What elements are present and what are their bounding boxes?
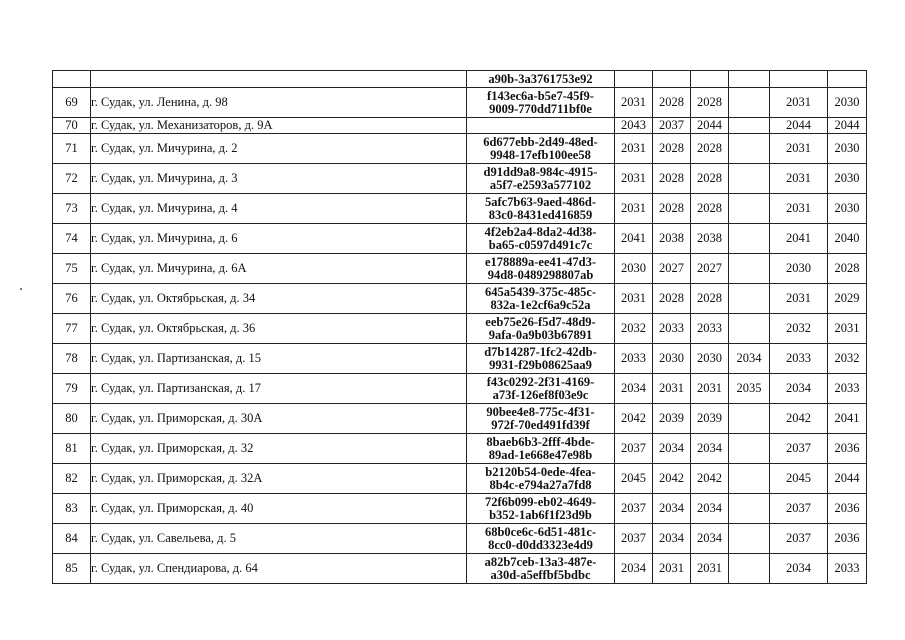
guid-line: 972f-70ed491fd39f bbox=[491, 417, 590, 432]
row-number: 79 bbox=[53, 374, 91, 404]
address-cell: г. Судак, ул. Мичурина, д. 2 bbox=[91, 134, 467, 164]
year-cell-y3: 2031 bbox=[691, 554, 729, 584]
guid-cell bbox=[467, 118, 615, 134]
year-cell-y4 bbox=[729, 134, 770, 164]
guid-cell bbox=[467, 194, 615, 224]
year-cell-y3: 2034 bbox=[691, 524, 729, 554]
table-row bbox=[53, 524, 867, 554]
year-cell-y2: 2028 bbox=[653, 164, 691, 194]
year-cell-y3: 2044 bbox=[691, 118, 729, 134]
year-cell-y5: 2034 bbox=[770, 554, 828, 584]
year-cell-y4 bbox=[729, 118, 770, 134]
guid-line: 8cc0-d0dd3323e4d9 bbox=[488, 537, 593, 552]
table-row bbox=[53, 554, 867, 584]
year-cell-y2: 2028 bbox=[653, 134, 691, 164]
row-number: 72 bbox=[53, 164, 91, 194]
guid-cell bbox=[467, 224, 615, 254]
address-cell: г. Судак, ул. Мичурина, д. 3 bbox=[91, 164, 467, 194]
year-cell-y5: 2037 bbox=[770, 524, 828, 554]
year-cell-y1: 2045 bbox=[615, 464, 653, 494]
guid-cell bbox=[467, 404, 615, 434]
year-cell-y6: 2040 bbox=[828, 224, 867, 254]
year-cell-y6: 2041 bbox=[828, 404, 867, 434]
year-cell-y4 bbox=[729, 164, 770, 194]
year-cell-y6: 2028 bbox=[828, 254, 867, 284]
row-number: 73 bbox=[53, 194, 91, 224]
address-cell bbox=[91, 71, 467, 88]
year-cell-y5: 2037 bbox=[770, 494, 828, 524]
table-row bbox=[53, 254, 867, 284]
year-cell-y2: 2031 bbox=[653, 374, 691, 404]
year-cell-y1: 2031 bbox=[615, 194, 653, 224]
guid-line: 9931-f29b08625aa9 bbox=[489, 357, 592, 372]
year-cell-y5: 2034 bbox=[770, 374, 828, 404]
guid-cell bbox=[467, 434, 615, 464]
table-row bbox=[53, 118, 867, 134]
address-cell: г. Судак, ул. Механизаторов, д. 9А bbox=[91, 118, 467, 134]
year-cell-y4 bbox=[729, 524, 770, 554]
table-row bbox=[53, 194, 867, 224]
year-cell-y6: 2029 bbox=[828, 284, 867, 314]
year-cell-y4 bbox=[729, 404, 770, 434]
guid-cell bbox=[467, 164, 615, 194]
year-cell-y5: 2041 bbox=[770, 224, 828, 254]
row-number: 82 bbox=[53, 464, 91, 494]
year-cell-y5: 2033 bbox=[770, 344, 828, 374]
row-number bbox=[53, 71, 91, 88]
year-cell-y2: 2030 bbox=[653, 344, 691, 374]
guid-line: 9009-770dd711bf0e bbox=[489, 101, 592, 116]
year-cell-y2: 2037 bbox=[653, 118, 691, 134]
guid-cell bbox=[467, 284, 615, 314]
year-cell-y1: 2034 bbox=[615, 374, 653, 404]
address-cell: г. Судак, ул. Октябрьская, д. 34 bbox=[91, 284, 467, 314]
table-row bbox=[53, 374, 867, 404]
year-cell-y4 bbox=[729, 71, 770, 88]
year-cell-y6: 2030 bbox=[828, 164, 867, 194]
year-cell-y1 bbox=[615, 71, 653, 88]
year-cell-y4 bbox=[729, 88, 770, 118]
table-body bbox=[53, 71, 867, 584]
guid-line: a82b7ceb-13a3-487e- bbox=[484, 554, 597, 569]
year-cell-y1: 2037 bbox=[615, 494, 653, 524]
year-cell-y2: 2033 bbox=[653, 314, 691, 344]
row-number: 81 bbox=[53, 434, 91, 464]
guid-line: d91dd9a8-984c-4915- bbox=[483, 164, 598, 179]
year-cell-y5: 2045 bbox=[770, 464, 828, 494]
guid-line: f143ec6a-b5e7-45f9- bbox=[487, 88, 594, 103]
address-cell: г. Судак, ул. Партизанская, д. 17 bbox=[91, 374, 467, 404]
year-cell-y6: 2044 bbox=[828, 118, 867, 134]
year-cell-y1: 2031 bbox=[615, 88, 653, 118]
guid-line: 4f2eb2a4-8da2-4d38- bbox=[484, 224, 597, 239]
year-cell-y4 bbox=[729, 254, 770, 284]
table-row bbox=[53, 88, 867, 118]
year-cell-y3: 2028 bbox=[691, 164, 729, 194]
year-cell-y2: 2034 bbox=[653, 524, 691, 554]
year-cell-y1: 2041 bbox=[615, 224, 653, 254]
year-cell-y1: 2034 bbox=[615, 554, 653, 584]
year-cell-y2: 2039 bbox=[653, 404, 691, 434]
year-cell-y3: 2028 bbox=[691, 194, 729, 224]
table-row bbox=[53, 464, 867, 494]
year-cell-y2: 2038 bbox=[653, 224, 691, 254]
year-cell-y5: 2031 bbox=[770, 164, 828, 194]
row-number: 71 bbox=[53, 134, 91, 164]
address-cell: г. Судак, ул. Савельева, д. 5 bbox=[91, 524, 467, 554]
year-cell-y3 bbox=[691, 71, 729, 88]
year-cell-y5: 2031 bbox=[770, 88, 828, 118]
table-row bbox=[53, 134, 867, 164]
year-cell-y3: 2034 bbox=[691, 434, 729, 464]
year-cell-y2: 2028 bbox=[653, 194, 691, 224]
year-cell-y2 bbox=[653, 71, 691, 88]
year-cell-y1: 2030 bbox=[615, 254, 653, 284]
year-cell-y2: 2028 bbox=[653, 284, 691, 314]
year-cell-y3: 2028 bbox=[691, 284, 729, 314]
year-cell-y6: 2036 bbox=[828, 494, 867, 524]
year-cell-y4 bbox=[729, 194, 770, 224]
year-cell-y4 bbox=[729, 494, 770, 524]
year-cell-y5: 2042 bbox=[770, 404, 828, 434]
guid-line: 68b0ce6c-6d51-481c- bbox=[484, 524, 597, 539]
address-cell: г. Судак, ул. Ленина, д. 98 bbox=[91, 88, 467, 118]
year-cell-y3: 2038 bbox=[691, 224, 729, 254]
guid-line: b2120b54-0ede-4fea- bbox=[485, 464, 596, 479]
address-cell: г. Судак, ул. Приморская, д. 32А bbox=[91, 464, 467, 494]
guid-line: 83c0-8431ed416859 bbox=[488, 207, 593, 222]
guid-cell bbox=[467, 71, 615, 88]
guid-line: eeb75e26-f5d7-48d9- bbox=[485, 314, 596, 329]
year-cell-y3: 2039 bbox=[691, 404, 729, 434]
guid-cell bbox=[467, 314, 615, 344]
row-number: 84 bbox=[53, 524, 91, 554]
guid-line: a5f7-e2593a577102 bbox=[489, 177, 592, 192]
year-cell-y5: 2031 bbox=[770, 284, 828, 314]
address-cell: г. Судак, ул. Приморская, д. 30А bbox=[91, 404, 467, 434]
row-number: 83 bbox=[53, 494, 91, 524]
guid-cell bbox=[467, 134, 615, 164]
year-cell-y5: 2030 bbox=[770, 254, 828, 284]
guid-line: 72f6b099-eb02-4649- bbox=[484, 494, 597, 509]
year-cell-y3: 2030 bbox=[691, 344, 729, 374]
row-number: 80 bbox=[53, 404, 91, 434]
guid-line: a30d-a5effbf5bdbc bbox=[490, 567, 591, 582]
guid-line: 645a5439-375c-485c- bbox=[484, 284, 597, 299]
guid-cell bbox=[467, 554, 615, 584]
year-cell-y3: 2028 bbox=[691, 88, 729, 118]
year-cell-y3: 2028 bbox=[691, 134, 729, 164]
year-cell-y4 bbox=[729, 434, 770, 464]
guid-line: f43c0292-2f31-4169- bbox=[486, 374, 595, 389]
year-cell-y4 bbox=[729, 224, 770, 254]
year-cell-y2: 2034 bbox=[653, 494, 691, 524]
guid-line: e178889a-ee41-47d3- bbox=[484, 254, 597, 269]
guid-line: 90bee4e8-775c-4f31- bbox=[486, 404, 595, 419]
year-cell-y5: 2032 bbox=[770, 314, 828, 344]
year-cell-y1: 2031 bbox=[615, 164, 653, 194]
row-number: 70 bbox=[53, 118, 91, 134]
year-cell-y6: 2033 bbox=[828, 374, 867, 404]
guid-line: d7b14287-1fc2-42db- bbox=[484, 344, 597, 359]
year-cell-y5: 2044 bbox=[770, 118, 828, 134]
year-cell-y1: 2032 bbox=[615, 314, 653, 344]
guid-line: 94d8-0489298807ab bbox=[487, 267, 594, 282]
table-row bbox=[53, 404, 867, 434]
year-cell-y2: 2031 bbox=[653, 554, 691, 584]
year-cell-y2: 2042 bbox=[653, 464, 691, 494]
year-cell-y3: 2034 bbox=[691, 494, 729, 524]
row-number: 77 bbox=[53, 314, 91, 344]
row-number: 75 bbox=[53, 254, 91, 284]
guid-line: 9afa-0a9b03b67891 bbox=[488, 327, 593, 342]
guid-line: 8baeb6b3-2fff-4bde- bbox=[486, 434, 595, 449]
year-cell-y6: 2044 bbox=[828, 464, 867, 494]
housing-table bbox=[52, 70, 867, 584]
year-cell-y2: 2034 bbox=[653, 434, 691, 464]
year-cell-y5: 2031 bbox=[770, 134, 828, 164]
guid-line: a73f-126ef8f03e9c bbox=[492, 387, 589, 402]
year-cell-y2: 2028 bbox=[653, 88, 691, 118]
year-cell-y4 bbox=[729, 284, 770, 314]
guid-cell bbox=[467, 494, 615, 524]
table-row bbox=[53, 284, 867, 314]
guid-cell bbox=[467, 254, 615, 284]
guid-line: 5afc7b63-9aed-486d- bbox=[484, 194, 597, 209]
year-cell-y4: 2034 bbox=[729, 344, 770, 374]
year-cell-y3: 2027 bbox=[691, 254, 729, 284]
year-cell-y6: 2031 bbox=[828, 314, 867, 344]
year-cell-y2: 2027 bbox=[653, 254, 691, 284]
guid-cell bbox=[467, 464, 615, 494]
row-number: 76 bbox=[53, 284, 91, 314]
year-cell-y6: 2033 bbox=[828, 554, 867, 584]
guid-line: 8b4c-e794a27a7fd8 bbox=[489, 477, 592, 492]
address-cell: г. Судак, ул. Октябрьская, д. 36 bbox=[91, 314, 467, 344]
table-row bbox=[53, 434, 867, 464]
year-cell-y6: 2030 bbox=[828, 134, 867, 164]
table-row bbox=[53, 164, 867, 194]
year-cell-y4: 2035 bbox=[729, 374, 770, 404]
guid-line: b352-1ab6f1f23d9b bbox=[489, 507, 592, 522]
address-cell: г. Судак, ул. Мичурина, д. 4 bbox=[91, 194, 467, 224]
year-cell-y1: 2042 bbox=[615, 404, 653, 434]
address-cell: г. Судак, ул. Приморская, д. 40 bbox=[91, 494, 467, 524]
year-cell-y6: 2036 bbox=[828, 434, 867, 464]
year-cell-y4 bbox=[729, 314, 770, 344]
year-cell-y4 bbox=[729, 464, 770, 494]
row-number: 85 bbox=[53, 554, 91, 584]
year-cell-y3: 2031 bbox=[691, 374, 729, 404]
guid-line: 9948-17efb100ee58 bbox=[490, 147, 591, 162]
year-cell-y6: 2030 bbox=[828, 88, 867, 118]
guid-cell bbox=[467, 374, 615, 404]
year-cell-y6: 2032 bbox=[828, 344, 867, 374]
year-cell-y1: 2037 bbox=[615, 434, 653, 464]
scan-speck bbox=[20, 288, 22, 290]
guid-cell bbox=[467, 344, 615, 374]
address-cell: г. Судак, ул. Партизанская, д. 15 bbox=[91, 344, 467, 374]
year-cell-y5: 2031 bbox=[770, 194, 828, 224]
year-cell-y1: 2031 bbox=[615, 284, 653, 314]
guid-line: a90b-3a3761753e92 bbox=[488, 71, 593, 86]
year-cell-y1: 2033 bbox=[615, 344, 653, 374]
year-cell-y1: 2031 bbox=[615, 134, 653, 164]
guid-cell bbox=[467, 524, 615, 554]
row-number: 74 bbox=[53, 224, 91, 254]
year-cell-y6: 2030 bbox=[828, 194, 867, 224]
guid-line: 832a-1e2cf6a9c52a bbox=[490, 297, 591, 312]
year-cell-y5 bbox=[770, 71, 828, 88]
year-cell-y6: 2036 bbox=[828, 524, 867, 554]
row-number: 69 bbox=[53, 88, 91, 118]
address-cell: г. Судак, ул. Мичурина, д. 6 bbox=[91, 224, 467, 254]
year-cell-y3: 2042 bbox=[691, 464, 729, 494]
row-number: 78 bbox=[53, 344, 91, 374]
year-cell-y1: 2043 bbox=[615, 118, 653, 134]
year-cell-y1: 2037 bbox=[615, 524, 653, 554]
guid-line: 6d677ebb-2d49-48ed- bbox=[483, 134, 598, 149]
table-row bbox=[53, 314, 867, 344]
address-cell: г. Судак, ул. Приморская, д. 32 bbox=[91, 434, 467, 464]
table-row bbox=[53, 224, 867, 254]
table-row bbox=[53, 494, 867, 524]
address-cell: г. Судак, ул. Спендиарова, д. 64 bbox=[91, 554, 467, 584]
year-cell-y4 bbox=[729, 554, 770, 584]
guid-line: ba65-c0597d491c7c bbox=[488, 237, 593, 252]
guid-cell bbox=[467, 88, 615, 118]
table-row bbox=[53, 344, 867, 374]
year-cell-y6 bbox=[828, 71, 867, 88]
address-cell: г. Судак, ул. Мичурина, д. 6А bbox=[91, 254, 467, 284]
guid-line: 89ad-1e668e47e98b bbox=[488, 447, 593, 462]
year-cell-y3: 2033 bbox=[691, 314, 729, 344]
table-row bbox=[53, 71, 867, 88]
year-cell-y5: 2037 bbox=[770, 434, 828, 464]
